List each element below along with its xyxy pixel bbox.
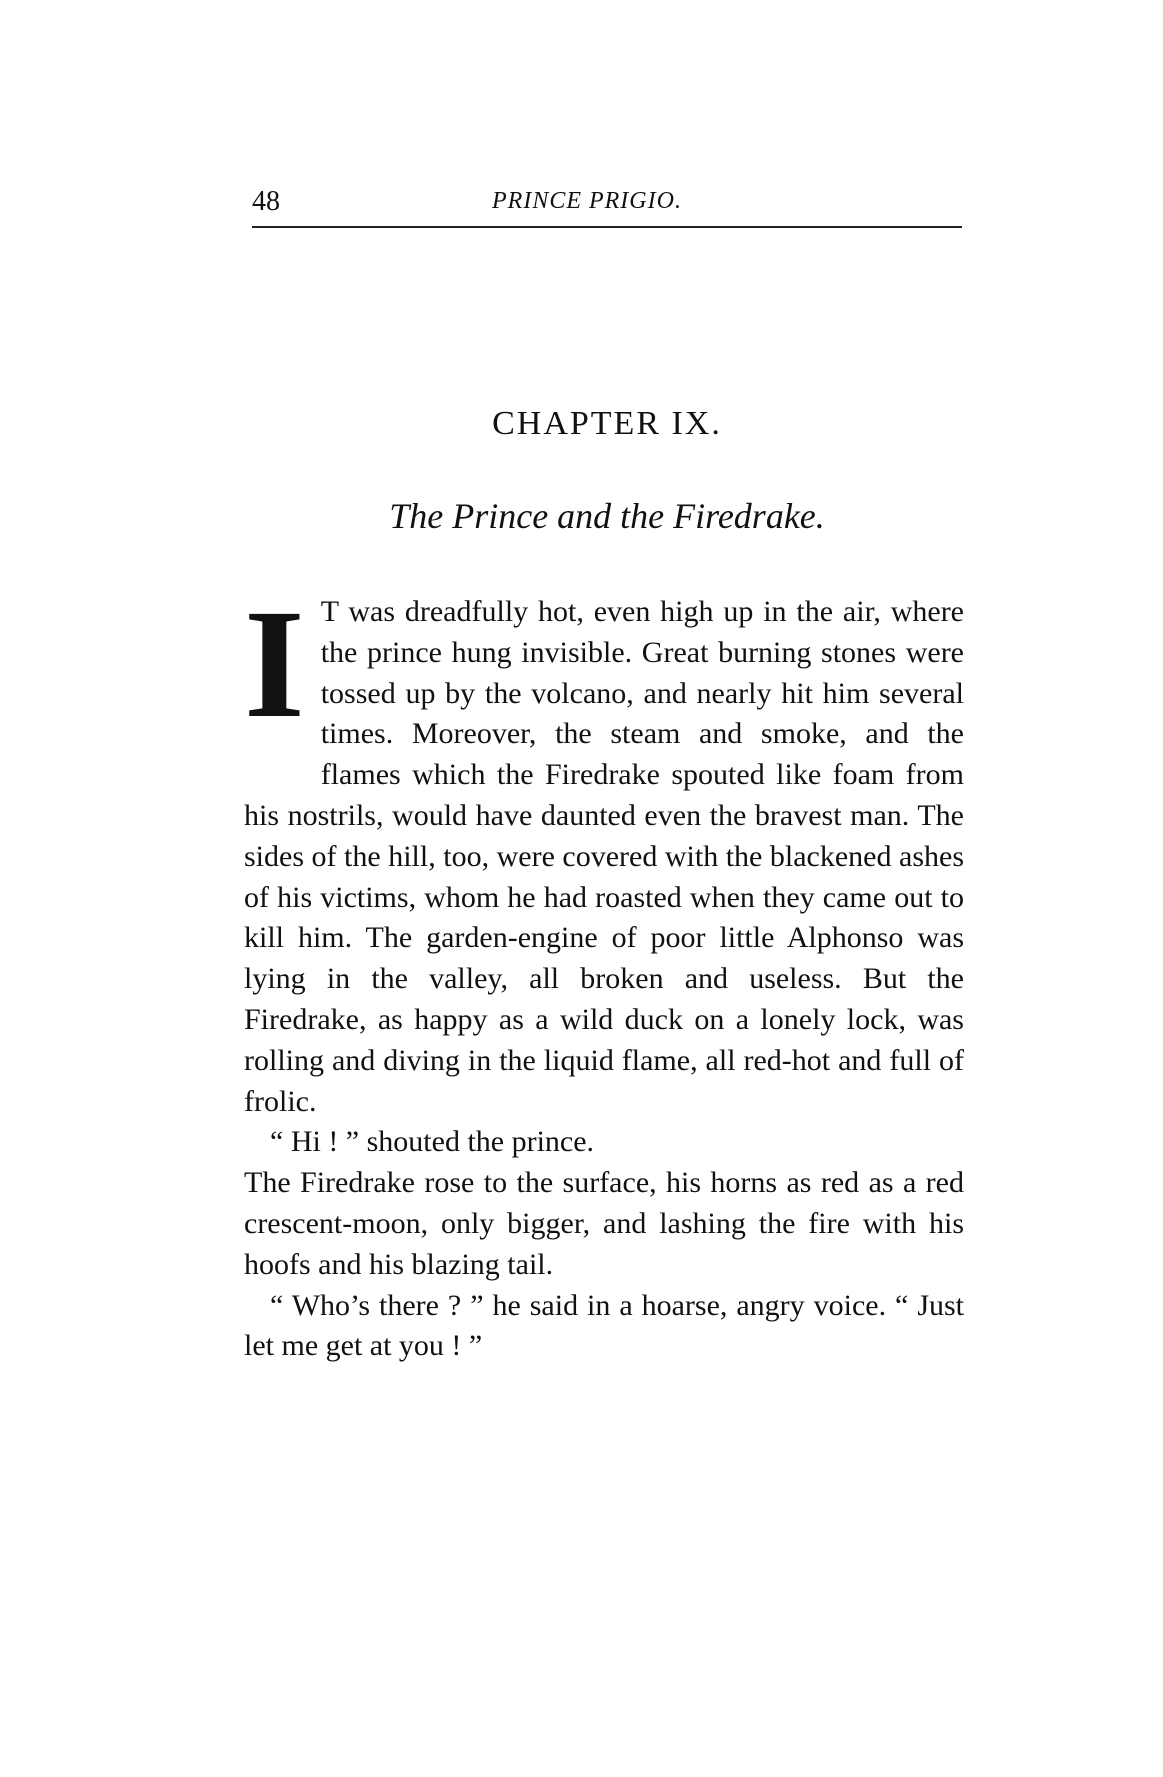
paragraph-1-text: T was dreadfully hot, even high up in the air, where the prince hung invisible. Great burning stones were tossed up by the volcano, and nearly hit him several times. Moreover, the steam and smoke, and the flames which the Firedrake spouted like foam from his nostrils, would have daunted even the bravest man. The sides of the hill, too, were covered with the blackened ashes of his victims, whom he had roasted when they came out to kill him. The garden-engine of poor little Alphonso was lying in the valley, all broken and useless. But the Firedrake, as happy as a wild duck on a lonely lock, was rolling and diving in the liquid flame, all red-hot and full of frolic. bbox=[244, 595, 964, 1118]
header-rule bbox=[252, 226, 962, 228]
running-title: PRINCE PRIGIO. bbox=[492, 188, 682, 214]
page-number: 48 bbox=[252, 186, 280, 217]
body-text bbox=[244, 577, 964, 1367]
chapter-heading: CHAPTER IX. bbox=[492, 405, 722, 442]
paragraph-1 bbox=[244, 577, 964, 1122]
paragraph-3: The Firedrake rose to the surface, his horns as red as a red crescent-moon, only bigger, and lashing the fire with his hoofs and his blazing tail. bbox=[244, 1166, 964, 1281]
paragraph-2: “ Hi ! ” shouted the prince. bbox=[270, 1125, 595, 1159]
paragraph-4: “ Who’s there ? ” he said in a hoarse, angry voice. “ Just let me get at you ! ” bbox=[244, 1288, 964, 1363]
page-header bbox=[252, 186, 962, 222]
drop-cap: I bbox=[244, 577, 305, 750]
chapter-subtitle: The Prince and the Firedrake. bbox=[389, 496, 825, 536]
